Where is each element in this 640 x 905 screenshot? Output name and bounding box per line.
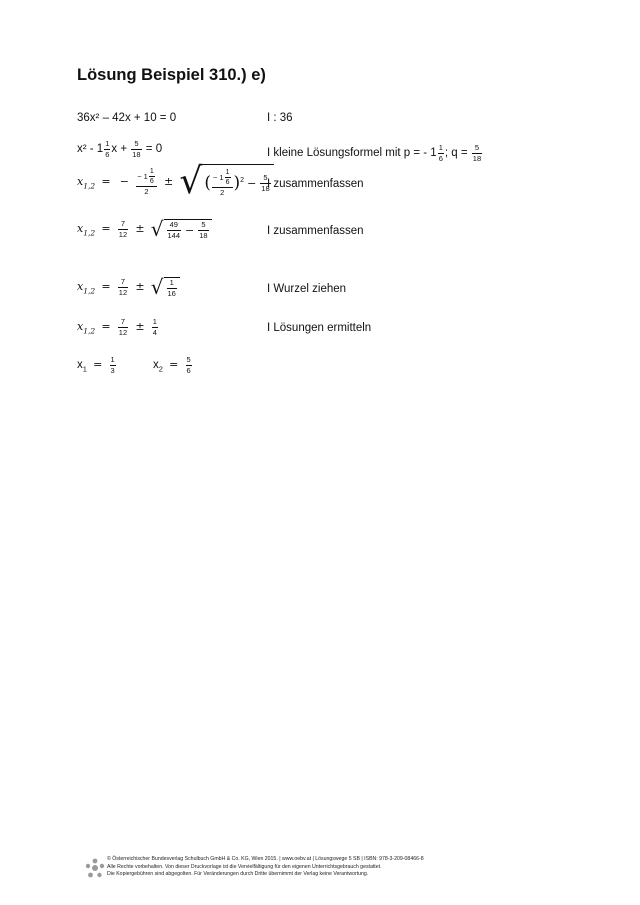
eq3-sq-den: 2 xyxy=(220,188,225,198)
eq3-q-den: 18 xyxy=(261,183,270,193)
eq5-a-num: 7 xyxy=(118,278,128,288)
eq6-plus-minus: ± xyxy=(135,320,145,334)
note-4: I zusammenfassen xyxy=(267,225,364,237)
eq4-frac-b xyxy=(167,221,182,239)
eq4-frac-a xyxy=(118,220,128,238)
eq3-sq-mix-num: 1 xyxy=(225,169,230,177)
eq3-p-half-den: 2 xyxy=(144,187,149,197)
eq5-b-den: 16 xyxy=(167,288,176,298)
eq5-radicand xyxy=(164,277,180,297)
sqrt-icon: √ xyxy=(150,217,164,241)
x1-num: 1 xyxy=(110,355,115,364)
note2-mixed-fraction xyxy=(438,144,444,162)
equation-7 xyxy=(77,356,117,374)
eq3-equals: = xyxy=(101,175,111,189)
eq5-frac-b xyxy=(167,279,177,297)
eq4-c-den: 18 xyxy=(199,230,208,240)
x2-sub: 2 xyxy=(158,364,163,374)
eq4-equals: = xyxy=(101,222,111,236)
eq3-radicand xyxy=(202,164,273,200)
x2-var: x xyxy=(153,359,159,372)
footer-line-1: © Österreichischer Bundesverlag Schulbuch GmbH & Co. KG, Wien 2015. | www.oebv.at | Lösungswege 5 SB | ISBN: 978-3-209-08466-8 xyxy=(107,856,424,862)
eq6-a-den: 12 xyxy=(118,327,128,337)
note2-part-b: ; q = xyxy=(444,147,468,160)
eq3-sq-frac xyxy=(212,169,233,197)
eq6-equals: = xyxy=(101,320,111,334)
oebv-logo-icon xyxy=(84,857,106,879)
eq4-radicand xyxy=(164,219,212,239)
eq2-fraction xyxy=(131,140,141,158)
footer-line-3: Die Kopiergebühren sind abgegolten. Für Veränderungen durch Dritte übernimmt der Verlag keine Verantwortung. xyxy=(107,871,369,877)
x1-var: x xyxy=(77,359,83,372)
eq3-inner-num: − 1 xyxy=(137,172,148,181)
eq4-a-num: 7 xyxy=(118,220,128,230)
eq3-inner-mix-den: 6 xyxy=(149,178,154,186)
eq3-sqrt xyxy=(179,161,273,202)
eq4-b-den: 144 xyxy=(167,230,181,240)
eq5-equals: = xyxy=(101,280,111,294)
eq2-part-a: x² - 1 xyxy=(77,143,104,156)
eq3-p-half xyxy=(136,168,157,196)
eq4-sqrt xyxy=(151,219,212,239)
eq5-a-den: 12 xyxy=(118,287,128,297)
eq4-c-num: 5 xyxy=(198,221,208,231)
eq4-minus: − xyxy=(185,223,195,237)
eq2-f-num: 5 xyxy=(131,140,141,150)
eq3-sq-mix-den: 6 xyxy=(225,179,230,187)
eq6-frac-b xyxy=(152,318,158,336)
eq4-var: x xyxy=(77,222,84,236)
note2-mix-den: 6 xyxy=(438,153,443,163)
equation-1-text: 36x² – 42x + 10 = 0 xyxy=(77,112,177,124)
equation-3 xyxy=(77,161,274,202)
x2-fraction xyxy=(186,356,192,374)
eq5-b-num: 1 xyxy=(167,279,177,289)
eq3-sq-num xyxy=(212,169,233,188)
equation-6 xyxy=(77,318,159,336)
equation-5 xyxy=(77,277,180,297)
equation-4 xyxy=(77,219,212,239)
eq4-plus-minus: ± xyxy=(135,222,145,236)
x2-den: 6 xyxy=(186,365,191,375)
eq6-a-num: 7 xyxy=(118,318,128,328)
eq3-q-num: 5 xyxy=(260,174,270,184)
eq5-sub: 1,2 xyxy=(83,286,96,296)
equation-1 xyxy=(77,112,176,124)
eq3-minus-2: − xyxy=(247,176,257,190)
note-1: I : 36 xyxy=(267,112,293,124)
note-2 xyxy=(267,144,483,162)
note-6: I Lösungen ermitteln xyxy=(267,322,372,334)
x2-equals: = xyxy=(169,358,179,372)
eq4-b-num: 49 xyxy=(167,221,182,231)
equation-2 xyxy=(77,140,162,158)
eq2-part-b: x + xyxy=(111,143,128,156)
eq3-sub: 1,2 xyxy=(83,181,96,191)
equation-7b xyxy=(153,356,193,374)
footer-line-2: Alle Rechte vorbehalten. Von dieser Druckvorlage ist die Vervielfältigung für den eigenen Unterrichtsgebrauch gestattet. xyxy=(107,863,382,870)
note2-part-a: I kleine Lösungsformel mit p = - 1 xyxy=(267,147,437,160)
eq3-sq-inner-num: − 1 xyxy=(212,173,224,182)
eq3-left-paren: ( xyxy=(204,172,211,193)
eq6-b-num: 1 xyxy=(152,317,157,326)
note-3: I zusammenfassen xyxy=(267,178,364,190)
x1-den: 3 xyxy=(110,365,115,375)
eq4-a-den: 12 xyxy=(118,229,128,239)
note2-f-den: 18 xyxy=(472,153,482,163)
eq6-b-den: 4 xyxy=(152,327,157,337)
x1-sub: 1 xyxy=(82,364,87,374)
eq2-mixed-fraction xyxy=(104,140,110,158)
eq5-sqrt xyxy=(151,277,180,297)
x1-equals: = xyxy=(93,358,103,372)
eq6-var: x xyxy=(77,320,84,334)
eq5-plus-minus: ± xyxy=(135,280,145,294)
footer xyxy=(107,856,424,879)
eq3-plus-minus: ± xyxy=(163,175,174,189)
note2-mix-num: 1 xyxy=(438,143,443,152)
x1-fraction xyxy=(110,356,116,374)
eq2-part-c: = 0 xyxy=(145,143,163,156)
eq2-mix-num: 1 xyxy=(105,139,110,148)
note2-f-num: 5 xyxy=(472,144,482,154)
eq2-f-den: 18 xyxy=(132,149,141,159)
eq6-sub: 1,2 xyxy=(83,326,96,336)
eq6-frac-a xyxy=(118,318,128,336)
eq3-minus: − xyxy=(119,175,129,189)
eq4-frac-c xyxy=(198,221,208,239)
note-5: I Wurzel ziehen xyxy=(267,283,347,295)
eq5-frac-a xyxy=(118,278,128,296)
page-title: Lösung Beispiel 310.) e) xyxy=(77,66,266,84)
note2-fraction xyxy=(472,144,482,162)
eq2-mix-den: 6 xyxy=(105,149,110,159)
eq3-inner-mix-num: 1 xyxy=(149,168,154,176)
eq3-right-paren: ) xyxy=(233,172,241,193)
sqrt-icon: √ xyxy=(179,161,203,202)
eq4-sub: 1,2 xyxy=(83,228,96,238)
eq3-exponent: 2 xyxy=(240,176,245,184)
eq5-var: x xyxy=(77,280,84,294)
eq3-var: x xyxy=(77,175,84,189)
x2-num: 5 xyxy=(186,355,191,364)
eq3-p-half-num xyxy=(136,168,157,187)
sqrt-icon: √ xyxy=(150,275,164,299)
